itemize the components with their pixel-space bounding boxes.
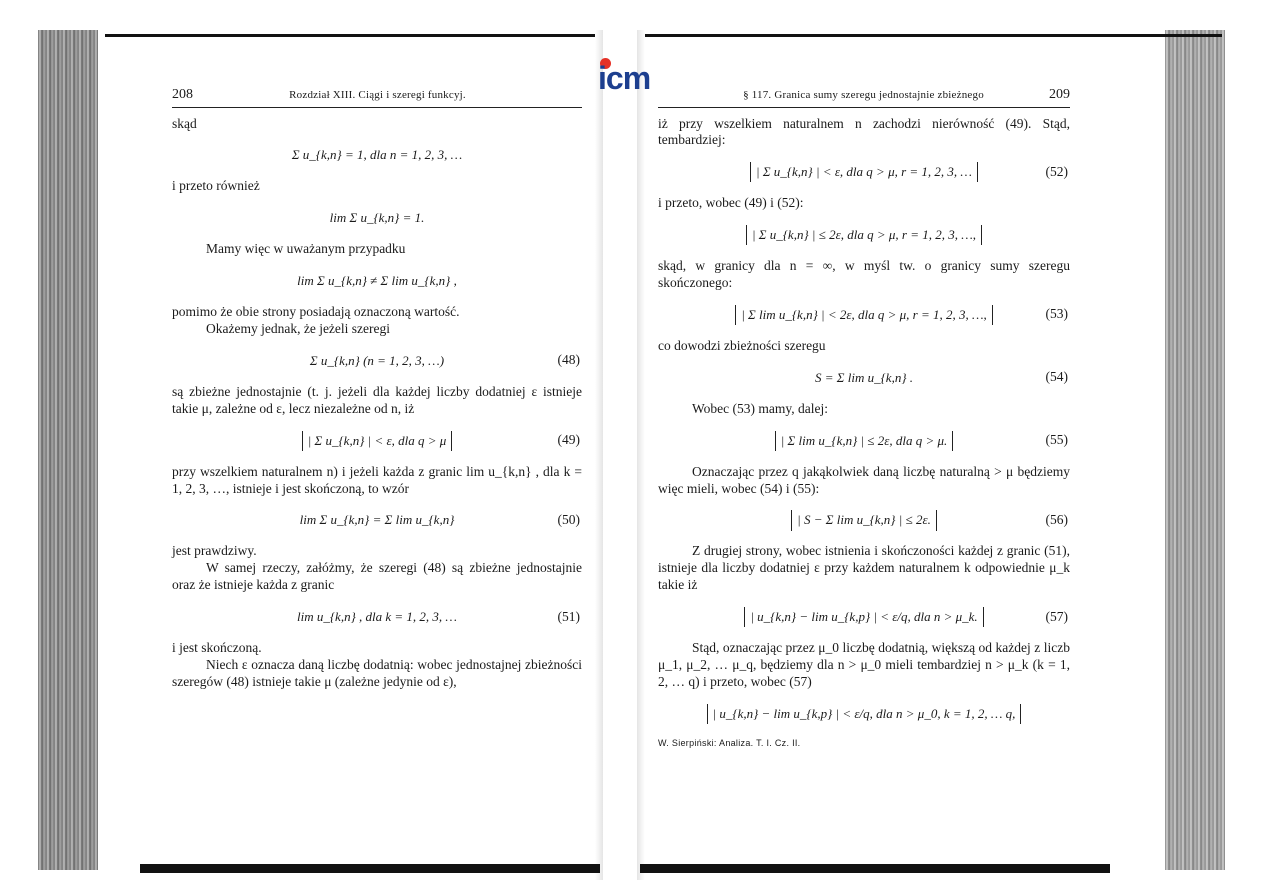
paragraph: Wobec (53) mamy, dalej: (692, 400, 828, 416)
equation (172, 421, 582, 461)
equation-text: | Σ u_{k,n} | < ε, dla q > μ, r = 1, 2, 3, … (750, 162, 978, 182)
equation-text: | Σ lim u_{k,n} | ≤ 2ε, dla q > μ. (775, 431, 954, 451)
equation-number: (54) (1045, 369, 1068, 385)
equation-text: | Σ u_{k,n} | ≤ 2ε, dla q > μ, r = 1, 2, 3, …, (746, 225, 982, 245)
page-bottom-edge-right (640, 864, 1110, 873)
page-top-edge-left (105, 34, 600, 37)
paragraph: pomimo że obie strony posiadają oznaczoną wartość. (172, 304, 460, 320)
paragraph: Mamy więc w uważanym przypadku (206, 241, 406, 257)
equation (172, 198, 582, 238)
paragraph: Niech ε oznacza daną liczbę dodatnią: wobec jednostajnej zbieżności szeregów (48) istnieje takie μ (zależne jedynie od ε), (172, 656, 582, 689)
equation (172, 135, 582, 175)
paragraph: jest prawdziwy. (172, 543, 257, 559)
equation (658, 295, 1070, 335)
paragraph: Okażemy jednak, że jeżeli szeregi (206, 321, 391, 336)
paragraph: Stąd, oznaczając przez μ_0 liczbę dodatnią, większą od każdej z liczb μ_1, μ_2, … μ_q, będziemy dla n > μ_0 mieli tembardziej n > μ_k (k = 1, 2, … q) i przeto, wobec (57) (658, 640, 1070, 689)
paragraph: są zbieżne jednostajnie (t. j. jeżeli dla każdej liczby dodatniej ε istnieje takie μ, zależne od ε, lecz niezależne od n, iż (172, 383, 582, 416)
equation-text: S = Σ lim u_{k,n} . (814, 369, 914, 385)
left-page (172, 86, 582, 691)
equation (658, 215, 1070, 255)
right-page-body (658, 116, 1070, 734)
page-number: 208 (172, 87, 193, 102)
running-head-right (658, 86, 1070, 108)
equation-number: (53) (1045, 306, 1068, 322)
left-page-body (172, 116, 582, 691)
running-head-left (172, 86, 582, 108)
paragraph: W samej rzeczy, załóżmy, że szeregi (48) są zbieżne jednostajnie oraz że istnieje każda z granic (172, 560, 582, 593)
gutter-shadow-left (595, 30, 603, 880)
paragraph: i przeto, wobec (49) i (52): (658, 195, 804, 211)
section-heading: § 117. Granica sumy szeregu jednostajnie zbieżnego (743, 89, 984, 101)
equation-number: (50) (557, 511, 580, 527)
equation-number: (48) (557, 352, 580, 368)
scan-edge-left (38, 30, 98, 870)
equation-text: | u_{k,n} − lim u_{k,p} | < ε/q, dla n > μ_0, k = 1, 2, … q, (707, 704, 1022, 724)
equation (658, 500, 1070, 540)
paragraph: iż przy wszelkiem naturalnem n zachodzi nierówność (49). Stąd, tembardziej: (658, 115, 1070, 148)
gutter-shadow-right (637, 30, 645, 880)
page-bottom-edge-left (140, 864, 600, 873)
equation-number: (57) (1045, 608, 1068, 624)
equation-text: lim Σ u_{k,n} ≠ Σ lim u_{k,n} , (297, 273, 457, 288)
paragraph: skąd, w granicy dla n = ∞, w myśl tw. o granicy sumy szeregu skończonego: (658, 258, 1070, 290)
equation-text: lim Σ u_{k,n} = Σ lim u_{k,n} (299, 512, 455, 528)
equation-text: Σ u_{k,n} = 1, dla n = 1, 2, 3, … (291, 147, 463, 163)
paragraph: skąd (172, 115, 197, 131)
equation-text: lim u_{k,n} , dla k = 1, 2, 3, … (297, 608, 457, 624)
equation-number: (56) (1045, 511, 1068, 527)
equation (172, 500, 582, 540)
equation (658, 597, 1070, 637)
equation-number: (55) (1045, 432, 1068, 448)
equation-number: (49) (557, 432, 580, 448)
equation-text: lim Σ u_{k,n} = 1. (329, 210, 425, 226)
equation (658, 694, 1070, 734)
equation-text: | Σ lim u_{k,n} | < 2ε, dla q > μ, r = 1, 2, 3, …, (735, 305, 993, 325)
equation-text: | S − Σ lim u_{k,n} | ≤ 2ε. (791, 510, 937, 530)
chapter-heading: Rozdział XIII. Ciągi i szeregi funkcyj. (289, 89, 466, 101)
paragraph: co dowodzi zbieżności szeregu (658, 337, 826, 353)
scan-edge-right (1165, 30, 1225, 870)
footer-signature: W. Sierpiński: Analiza. T. I. Cz. II. (658, 737, 801, 748)
equation-number: (51) (557, 608, 580, 624)
equation (172, 261, 582, 301)
icm-logo: icm (598, 60, 651, 96)
equation (658, 421, 1070, 461)
equation (172, 341, 582, 381)
paragraph: Oznaczając przez q jakąkolwiek daną liczbę naturalną > μ będziemy więc mieli, wobec (54) i (55): (658, 463, 1070, 496)
equation-text: | Σ u_{k,n} | < ε, dla q > μ (302, 431, 453, 451)
equation (658, 358, 1070, 398)
book-gutter (603, 30, 637, 880)
paragraph: i jest skończoną. (172, 640, 262, 655)
equation (172, 597, 582, 637)
equation-text: Σ u_{k,n} (n = 1, 2, 3, …) (309, 352, 445, 368)
equation (658, 152, 1070, 192)
page-top-edge-right (640, 34, 1222, 37)
paragraph: Z drugiej strony, wobec istnienia i skończoności każdej z granic (51), istnieje dla liczby dodatniej ε przy każdem naturalnem k odpowiednie μ_k takie iż (658, 543, 1070, 593)
right-page (658, 86, 1070, 749)
paragraph: i przeto również (172, 178, 260, 194)
equation-text: | u_{k,n} − lim u_{k,p} | < ε/q, dla n > μ_k. (744, 607, 983, 627)
paragraph: przy wszelkiem naturalnem n) i jeżeli każda z granic lim u_{k,n} , dla k = 1, 2, 3, …, istnieje i jest skończoną, to wzór (172, 463, 582, 496)
equation-number: (52) (1045, 163, 1068, 179)
page-number: 209 (1048, 87, 1070, 102)
